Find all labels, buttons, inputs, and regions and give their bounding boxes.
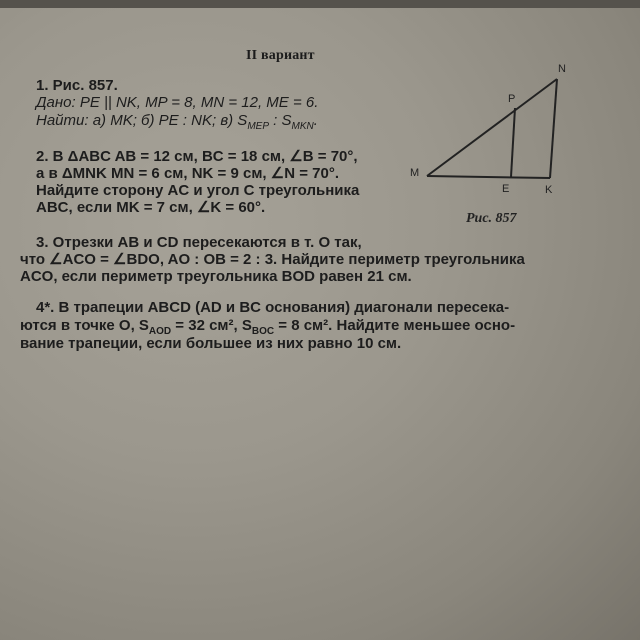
label-k: K	[545, 184, 553, 196]
problem4-line1: 4*. В трапеции ABCD (AD и BC основания) диагонали пересека-	[36, 299, 510, 316]
problem1-sub-mep: MEP	[247, 121, 269, 132]
variant-title: II вариант	[246, 48, 315, 63]
problem2-line2: а в ΔMNK MN = 6 см, NK = 9 см, ∠N = 70°.	[36, 165, 339, 182]
problem3-line1: 3. Отрезки AB и CD пересекаются в т. O так,	[36, 234, 362, 251]
segment-pe	[511, 108, 515, 177]
label-n: N	[558, 63, 566, 75]
problem1-find-text: Найти: а) MK; б) PE : NK; в) S	[36, 112, 248, 129]
label-e: E	[502, 183, 510, 195]
figure-caption: Рис. 857	[466, 211, 517, 226]
problem1-end: .	[313, 112, 318, 129]
segment-mn	[427, 79, 557, 176]
label-m: M	[410, 167, 420, 179]
segment-mk	[427, 176, 550, 178]
problem2-line3: Найдите сторону AC и угол C треугольника	[36, 182, 360, 199]
problem1-line1: 1. Рис. 857.	[36, 77, 118, 94]
problem1-line2: Дано: PE || NK, MP = 8, MN = 12, ME = 6.	[36, 94, 319, 111]
problem4-sub-aod: AOD	[148, 326, 172, 337]
problem4-text-c: = 8 см². Найдите меньшее осно-	[274, 317, 516, 334]
problem3-line2: что ∠ACO = ∠BDO, AO : OB = 2 : 3. Найдите периметр треугольника	[20, 251, 525, 268]
problem4-sub-boc: BOC	[251, 326, 275, 337]
problem4-line3: вание трапеции, если большее из них равно 10 см.	[20, 335, 402, 352]
problem3-line3: ACO, если периметр треугольника BOD равен 21 см.	[20, 268, 412, 285]
segment-nk	[550, 79, 557, 178]
problem1-sub-mkn: MKN	[291, 121, 314, 132]
problem1-ratio-sep: : S	[268, 112, 292, 129]
label-p: P	[508, 93, 516, 105]
problem4-text-b: = 32 см², S	[171, 317, 252, 334]
problem2-line4: ABC, если MK = 7 см, ∠K = 60°.	[36, 199, 266, 216]
problem2-line1: 2. В ΔABC AB = 12 см, BC = 18 см, ∠B = 70°,	[36, 148, 358, 165]
problem4-text-a: ются в точке O, S	[20, 317, 149, 334]
